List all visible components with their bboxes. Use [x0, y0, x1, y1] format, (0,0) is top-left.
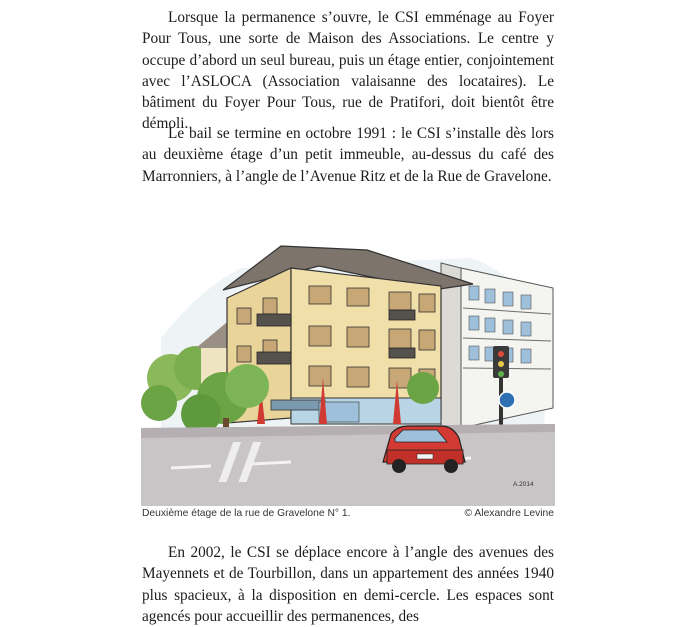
paragraph-3: En 2002, le CSI se déplace encore à l’angle des avenues des Mayennets et de Tourbillon, dans un appartement des années 1940 plus spacieux, à la disposition en demi-cercle. Les espaces sont agencés pour accueillir des permanences, des — [142, 544, 554, 625]
paragraph-block-2 — [142, 123, 554, 187]
building-illustration — [141, 228, 555, 506]
figure-caption: Deuxième étage de la rue de Gravelone N° 1. — [142, 508, 351, 519]
paragraph-block-3 — [142, 542, 554, 627]
paragraph-2: Le bail se termine en octobre 1991 : le CSI s’installe dès lors au deuxième étage d’un petit immeuble, au-dessus du café des Marronniers, à l’angle de l’Avenue Ritz et de la Rue de Gravelone. — [142, 125, 554, 185]
paragraph-1: Lorsque la permanence s’ouvre, le CSI emménage au Foyer Pour Tous, une sorte de Maison des Associations. Le centre y occupe d’abord un seul bureau, puis un étage entier, conjointement avec l’ASLOCA (Association valaisanne des locataires). Le bâtiment du Foyer Pour Tous, rue de Pratifori, doit bientôt être démoli. — [142, 9, 554, 133]
paragraph-block-1 — [142, 7, 554, 135]
artist-signature: A.2014 — [513, 481, 534, 488]
figure-credit: © Alexandre Levine — [464, 508, 554, 519]
